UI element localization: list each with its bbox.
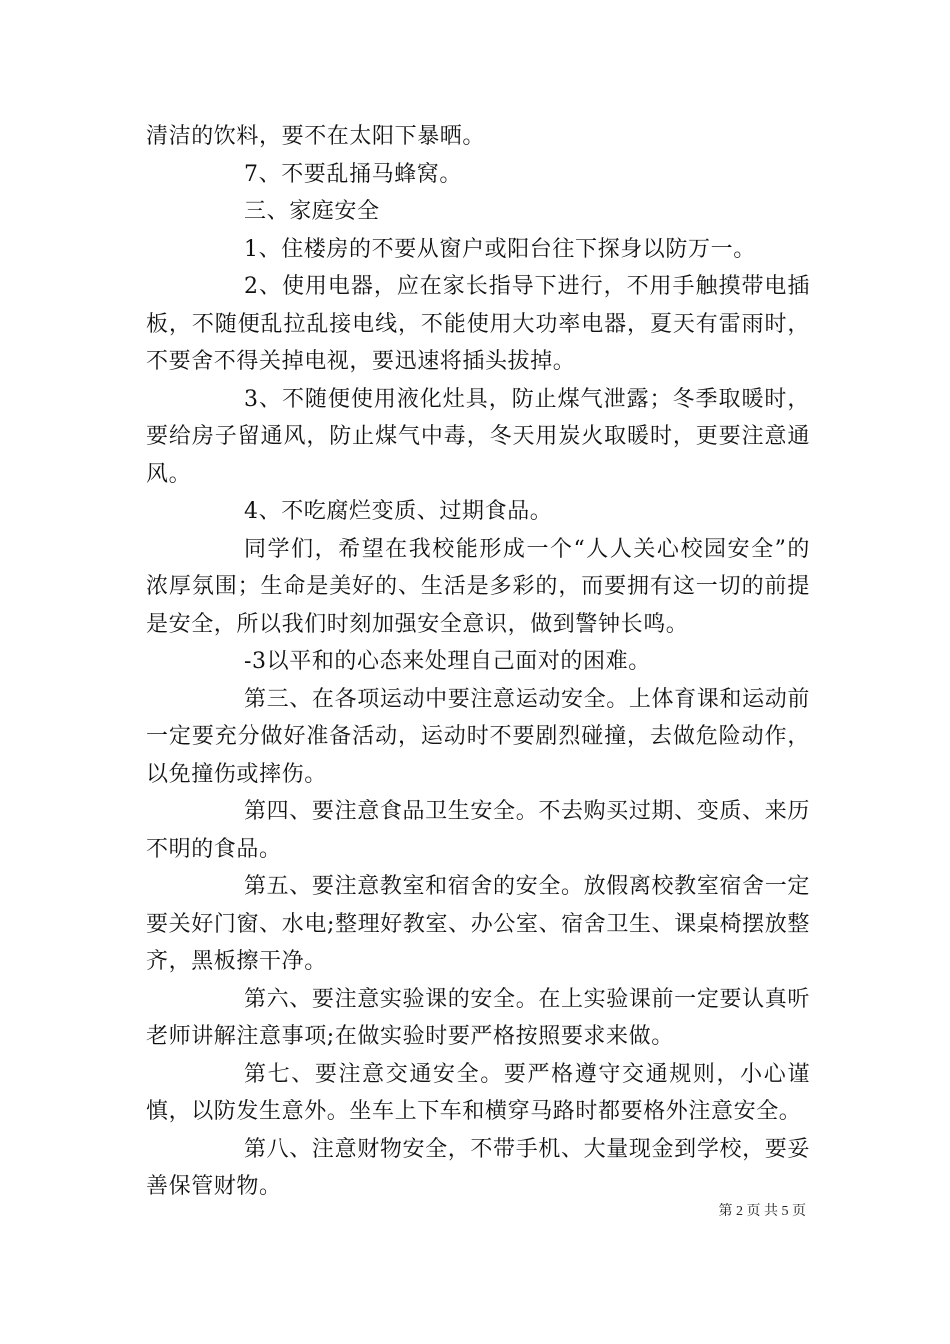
paragraph-14: 第七、要注意交通安全。要严格遵守交通规则，小心谨慎，以防发生意外。坐车上下车和横穿马路时都要格外注意安全。 <box>146 1061 810 1124</box>
paragraph-11: 第四、要注意食品卫生安全。不去购买过期、变质、来历不明的食品。 <box>146 799 810 862</box>
paragraph-5: 2、使用电器，应在家长指导下进行，不用手触摸带电插板，不随便乱拉乱接电线，不能使用大功率电器，夏天有雷雨时，不要舍不得关掉电视，要迅速将插头拔掉。 <box>146 274 810 374</box>
paragraph-4: 1、住楼房的不要从窗户或阳台往下探身以防万一。 <box>244 236 756 262</box>
paragraph-1: 清洁的饮料，要不在太阳下暴晒。 <box>146 124 486 149</box>
page-number: 第 2 页 共 5 页 <box>718 1204 806 1219</box>
paragraph-15: 第八、注意财物安全，不带手机、大量现金到学校，要妥善保管财物。 <box>146 1136 810 1199</box>
paragraph-2: 7、不要乱捅马蜂窝。 <box>244 161 462 187</box>
paragraph-13: 第六、要注意实验课的安全。在上实验课前一定要认真听老师讲解注意事项;在做实验时要严格按照要求来做。 <box>146 986 810 1049</box>
paragraph-7: 4、不吃腐烂变质、过期食品。 <box>244 499 553 524</box>
paragraph-8: 同学们，希望在我校能形成一个“人人关心校园安全”的浓厚氛围；生命是美好的、生活是多彩的，而要拥有这一切的前提是安全，所以我们时刻加强安全意识，做到警钟长鸣。 <box>146 536 810 637</box>
section-heading-home-safety: 三、家庭安全 <box>244 199 380 224</box>
paragraph-10: 第三、在各项运动中要注意运动安全。上体育课和运动前一定要充分做好准备活动，运动时不要剧烈碰撞，去做危险动作，以免撞伤或摔伤。 <box>146 686 810 787</box>
paragraph-12: 第五、要注意教室和宿舍的安全。放假离校教室宿舍一定要关好门窗、水电;整理好教室、办公室、宿舍卫生、课桌椅摆放整齐，黑板擦干净。 <box>146 874 810 974</box>
paragraph-9: -3以平和的心态来处理自己面对的困难。 <box>244 649 651 674</box>
document-body <box>146 118 810 1206</box>
paragraph-6: 3、不随便使用液化灶具，防止煤气泄露；冬季取暖时，要给房子留通风，防止煤气中毒，冬天用炭火取暖时，更要注意通风。 <box>146 386 810 487</box>
